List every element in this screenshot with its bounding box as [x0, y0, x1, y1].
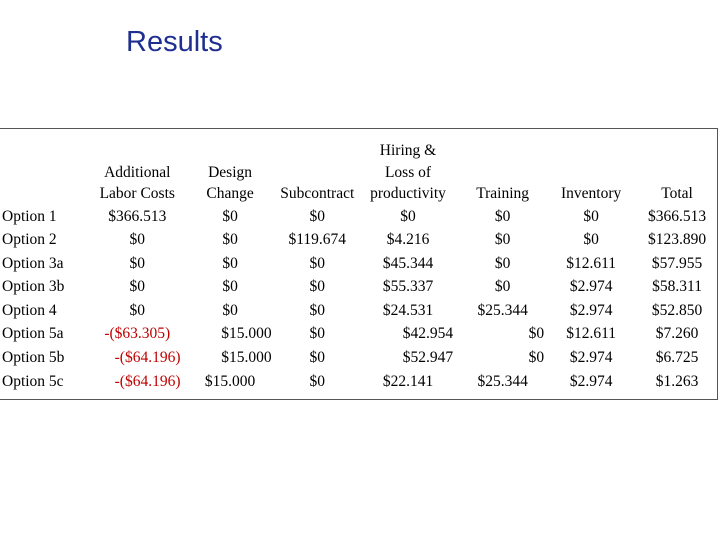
- total-cell: $123.890: [648, 231, 707, 249]
- design-cell: $0: [222, 278, 238, 296]
- inventory-cell: $0: [583, 231, 599, 249]
- total-cell: $57.955: [651, 254, 703, 272]
- inventory-cell: $2.974: [569, 372, 613, 390]
- option-label: Option 5c: [2, 372, 64, 390]
- hiring-cell: $24.531: [382, 301, 434, 319]
- training-cell: $0: [494, 254, 511, 272]
- subcontract-cell: $0: [309, 349, 325, 367]
- training-cell: $0: [494, 231, 511, 249]
- design-cell: $15.000: [221, 325, 272, 343]
- training-cell: $0: [528, 325, 545, 343]
- header-row: [0, 140, 720, 205]
- design-cell: $15.000: [204, 372, 256, 390]
- inventory-cell: $2.974: [569, 278, 613, 296]
- total-cell: $7.260: [655, 325, 699, 343]
- table-row: [0, 205, 720, 229]
- design-cell: $0: [222, 301, 238, 319]
- subcontract-cell: $0: [309, 254, 325, 272]
- table-row: [0, 346, 720, 370]
- option-label: Option 3b: [2, 278, 65, 296]
- total-cell: $52.850: [651, 301, 703, 319]
- total-cell: $366.513: [648, 207, 707, 225]
- inventory-cell: $0: [583, 207, 599, 225]
- hiring-cell: $45.344: [382, 254, 434, 272]
- total-cell: $6.725: [655, 349, 699, 367]
- subcontract-cell: $0: [309, 207, 325, 225]
- training-cell: $25.344: [477, 301, 528, 319]
- training-cell: $0: [494, 207, 511, 225]
- training-cell: $25.344: [477, 372, 528, 390]
- inventory-cell: $12.611: [566, 254, 617, 272]
- option-label: Option 3a: [2, 254, 64, 272]
- additional-cell: $0: [129, 278, 145, 296]
- table-row: [0, 370, 720, 394]
- inventory-cell: $2.974: [569, 349, 613, 367]
- page-title: Results: [126, 26, 223, 58]
- additional-cell: -($64.196): [114, 372, 181, 390]
- hiring-cell: $4.216: [386, 231, 430, 249]
- subcontract-cell: $0: [309, 278, 325, 296]
- training-cell: $0: [494, 278, 511, 296]
- additional-cell: $0: [129, 231, 145, 249]
- additional-cell: $0: [129, 301, 145, 319]
- training-cell: $0: [528, 349, 545, 367]
- option-label: Option 2: [2, 231, 57, 249]
- header-training: Training: [476, 185, 530, 202]
- hiring-cell: $52.947: [402, 349, 454, 367]
- subcontract-cell: $0: [309, 372, 325, 390]
- hiring-cell: $55.337: [382, 278, 434, 296]
- header-additional-labor-costs: Additional Labor Costs: [99, 163, 175, 202]
- option-label: Option 5b: [2, 349, 65, 367]
- inventory-cell: $2.974: [569, 301, 613, 319]
- hiring-cell: $42.954: [402, 325, 454, 343]
- subcontract-cell: $0: [309, 325, 325, 343]
- subcontract-cell: $119.674: [288, 231, 347, 249]
- table-row: [0, 322, 720, 346]
- option-label: Option 4: [2, 301, 57, 319]
- hiring-cell: $0: [400, 207, 416, 225]
- header-total: Total: [661, 185, 693, 202]
- header-option: [0, 140, 90, 205]
- total-cell: $1.263: [655, 372, 699, 390]
- additional-cell: $0: [129, 254, 145, 272]
- design-cell: $0: [222, 207, 238, 225]
- subcontract-cell: $0: [309, 301, 325, 319]
- additional-cell: -($63.305): [104, 325, 171, 343]
- design-cell: $15.000: [221, 349, 272, 367]
- option-label: Option 5a: [2, 325, 64, 343]
- header-hiring-loss-productivity: Hiring & Loss of productivity: [370, 142, 446, 202]
- additional-cell: -($64.196): [114, 349, 181, 367]
- table-row: [0, 228, 720, 252]
- header-design-change: Design Change: [206, 163, 254, 202]
- results-table: [0, 140, 720, 393]
- header-inventory: Inventory: [561, 185, 622, 202]
- hiring-cell: $22.141: [382, 372, 434, 390]
- table-body: [0, 205, 720, 394]
- header-subcontract: Subcontract: [280, 185, 355, 202]
- option-label: Option 1: [2, 207, 57, 225]
- table-row: [0, 275, 720, 299]
- inventory-cell: $12.611: [566, 325, 617, 343]
- design-cell: $0: [222, 231, 238, 249]
- table-row: [0, 252, 720, 276]
- total-cell: $58.311: [652, 278, 702, 296]
- additional-cell: $366.513: [108, 207, 167, 225]
- design-cell: $0: [222, 254, 238, 272]
- table-row: [0, 299, 720, 323]
